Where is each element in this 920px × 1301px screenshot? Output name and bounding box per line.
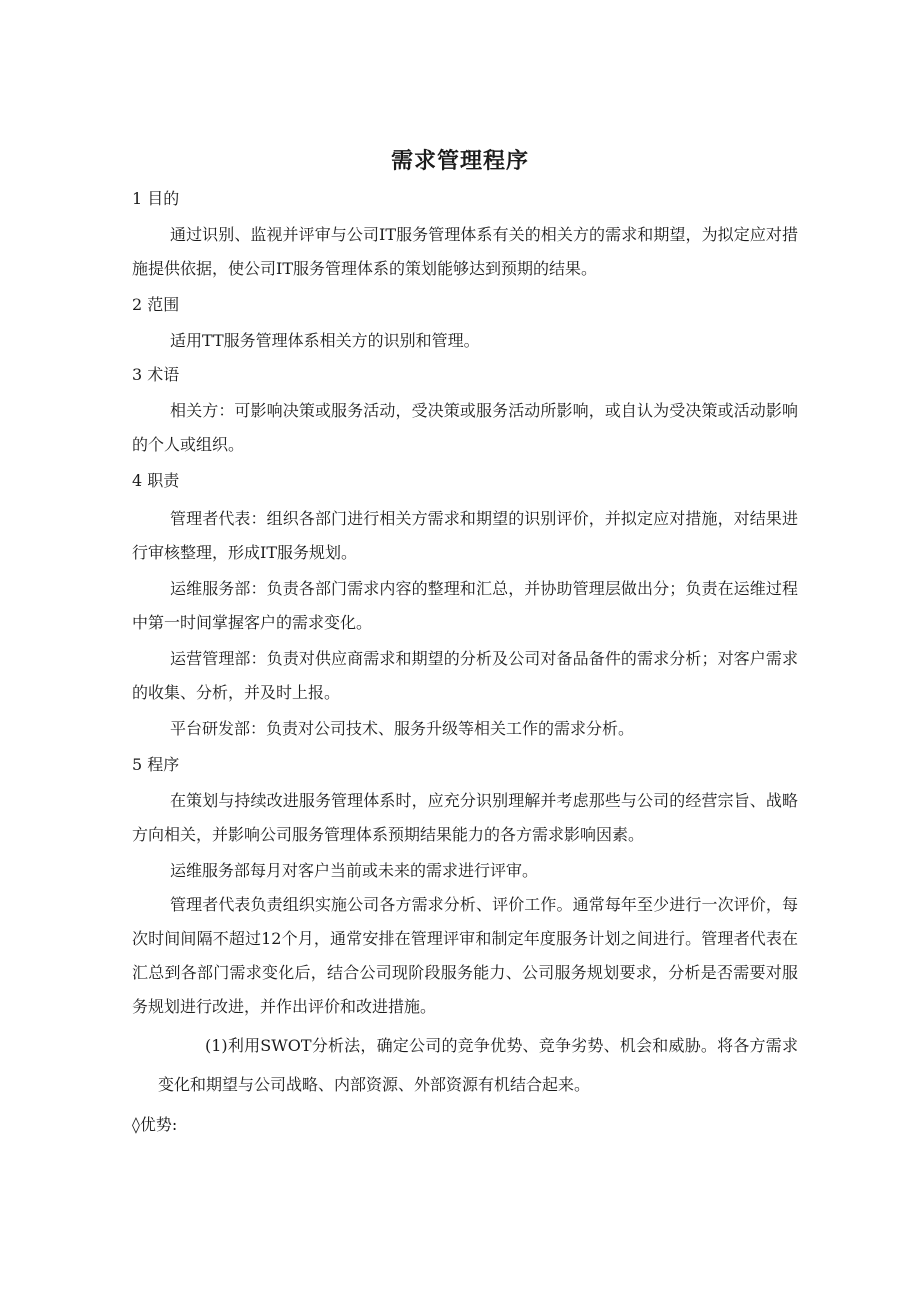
paragraph-ops-management: 运营管理部：负责对供应商需求和期望的分析及公司对备品备件的需求分析；对客户需求的收集、分析，并及时上报。	[132, 649, 798, 702]
section-heading-scope: 2 范围	[132, 295, 180, 314]
paragraph-ops-service: 运维服务部：负责各部门需求内容的整理和汇总，并协助管理层做出分；负责在运维过程中第一时间掌握客户的需求变化。	[132, 579, 798, 632]
section-heading-procedure: 5 程序	[132, 755, 180, 774]
paragraph-procedure-planning: 在策划与持续改进服务管理体系时，应充分识别理解并考虑那些与公司的经营宗旨、战略方向相关，并影响公司服务管理体系预期结果能力的各方需求影响因素。	[132, 791, 798, 844]
paragraph-procedure-analysis: 管理者代表负责组织实施公司各方需求分析、评价工作。通常每年至少进行一次评价，每次时间间隔不超过12个月，通常安排在管理评审和制定年度服务计划之间进行。管理者代表在汇总到各部门需求变化后，结合公司现阶段服务能力、公司服务规划要求，分析是否需要对服务规划进行改进，并作出评价和改进措施。	[132, 895, 798, 1016]
paragraph-swot: (1)利用SWOT分析法，确定公司的竞争优势、竞争劣势、机会和威胁。将各方需求变化和期望与公司战略、内部资源、外部资源有机结合起来。	[158, 1036, 798, 1094]
section-heading-purpose: 1 目的	[132, 189, 180, 208]
paragraph-procedure-review: 运维服务部每月对客户当前或未来的需求进行评审。	[170, 861, 539, 880]
paragraph-management-rep: 管理者代表：组织各部门进行相关方需求和期望的识别评价，并拟定应对措施，对结果进行审核整理，形成IT服务规划。	[132, 509, 798, 562]
paragraph-purpose: 通过识别、监视并评审与公司IT服务管理体系有关的相关方的需求和期望，为拟定应对措施提供依据，使公司IT服务管理体系的策划能够达到预期的结果。	[132, 225, 798, 278]
bullet-strengths: ◊优势:	[132, 1115, 178, 1134]
page-title: 需求管理程序	[390, 149, 529, 174]
paragraph-platform-rd: 平台研发部：负责对公司技术、服务升级等相关工作的需求分析。	[170, 719, 635, 738]
section-heading-responsibilities: 4 职责	[132, 471, 180, 490]
paragraph-scope: 适用TT服务管理体系相关方的识别和管理。	[170, 331, 480, 350]
section-heading-terms: 3 术语	[132, 365, 180, 384]
paragraph-terms: 相关方：可影响决策或服务活动，受决策或服务活动所影响，或自认为受决策或活动影响的个人或组织。	[132, 401, 798, 454]
